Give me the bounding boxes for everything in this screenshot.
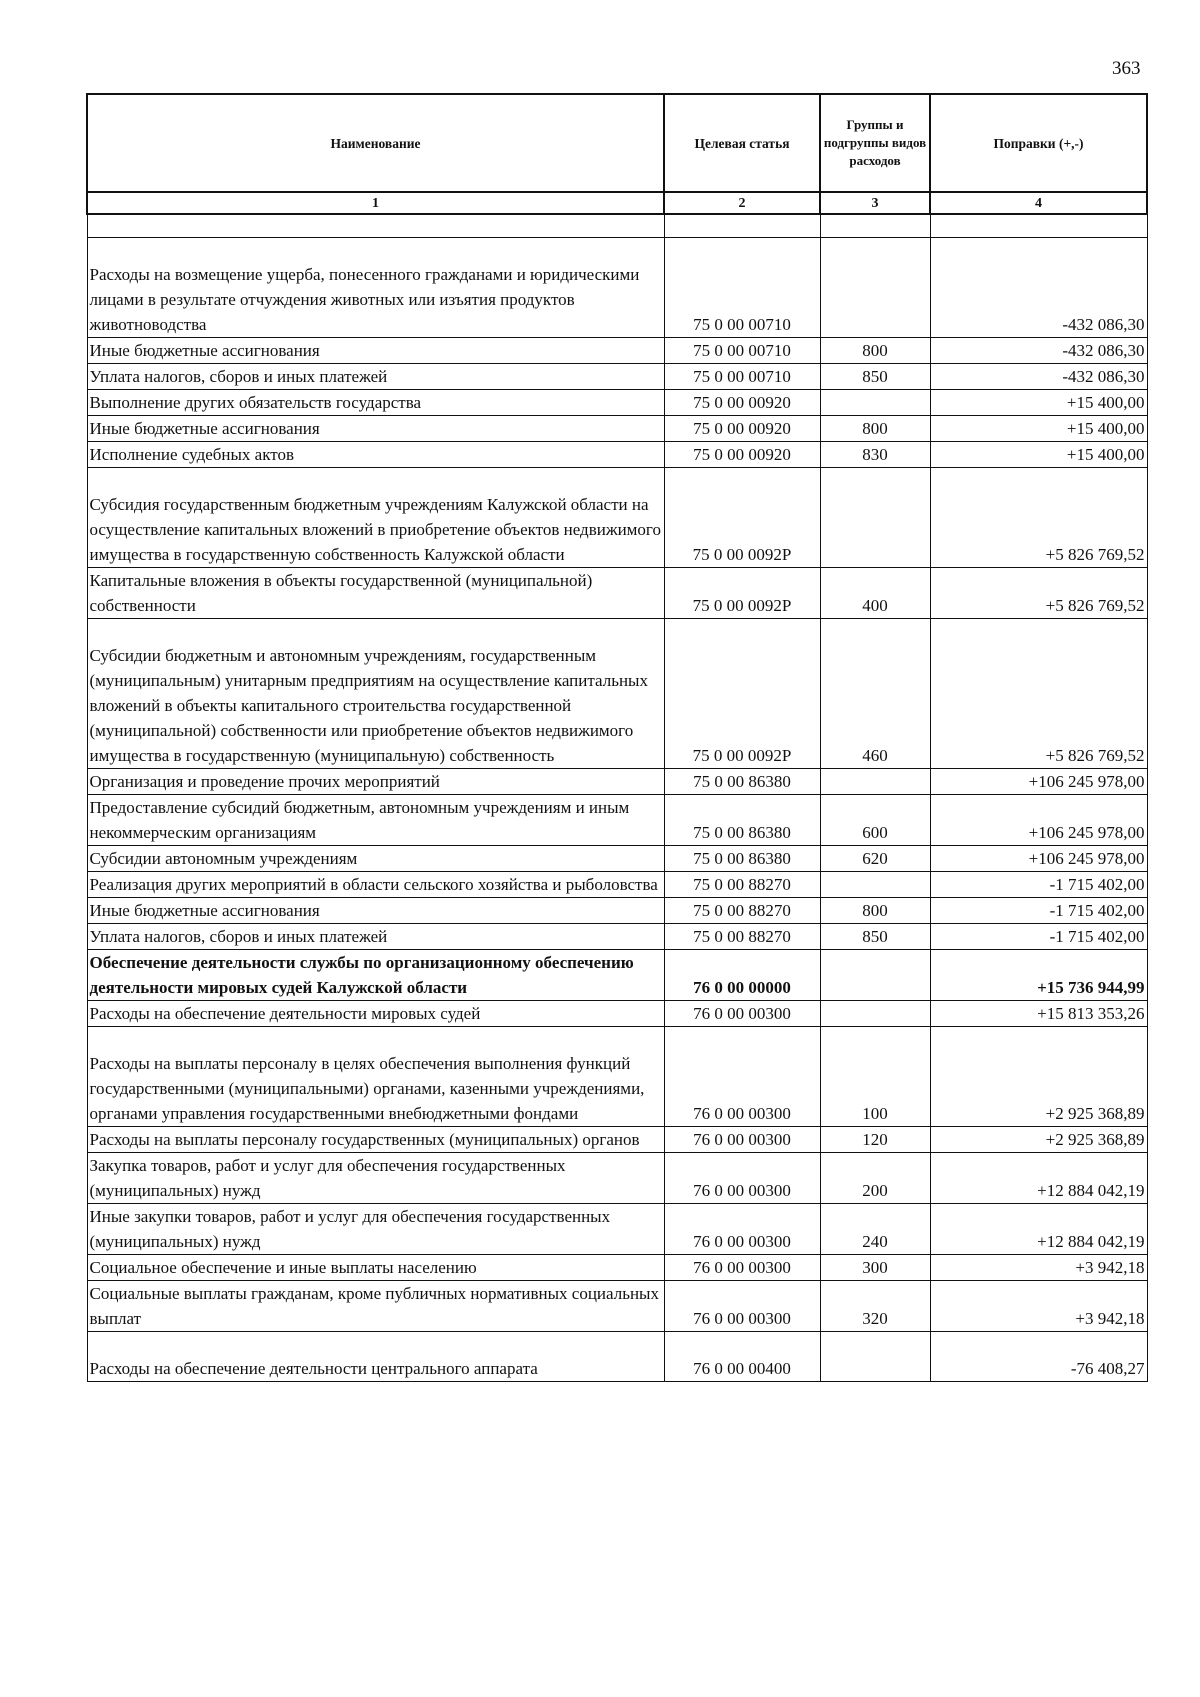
row-name: Иные закупки товаров, работ и услуг для обеспечения государственных (муниципальных) нужд xyxy=(87,1204,664,1255)
table-row xyxy=(87,1127,1147,1153)
row-group xyxy=(820,872,930,898)
row-name: Уплата налогов, сборов и иных платежей xyxy=(87,924,664,950)
row-code: 76 0 00 00300 xyxy=(664,1255,820,1281)
row-amount: -432 086,30 xyxy=(930,338,1147,364)
row-group: 300 xyxy=(820,1255,930,1281)
table-row xyxy=(87,619,1147,769)
header-row xyxy=(87,94,1147,192)
row-amount: +12 884 042,19 xyxy=(930,1204,1147,1255)
row-amount: -1 715 402,00 xyxy=(930,898,1147,924)
row-code: 76 0 00 00000 xyxy=(664,950,820,1001)
spacer-row xyxy=(87,214,1147,238)
row-group: 600 xyxy=(820,795,930,846)
column-number: 2 xyxy=(664,192,820,214)
row-group xyxy=(820,238,930,338)
row-code: 76 0 00 00300 xyxy=(664,1001,820,1027)
row-group: 620 xyxy=(820,846,930,872)
row-group: 850 xyxy=(820,364,930,390)
row-group: 460 xyxy=(820,619,930,769)
row-name: Организация и проведение прочих мероприятий xyxy=(87,769,664,795)
row-name: Субсидии автономным учреждениям xyxy=(87,846,664,872)
column-number: 4 xyxy=(930,192,1147,214)
row-code: 76 0 00 00300 xyxy=(664,1204,820,1255)
row-amount: -1 715 402,00 xyxy=(930,924,1147,950)
row-amount: +3 942,18 xyxy=(930,1281,1147,1332)
row-name: Расходы на выплаты персоналу государственных (муниципальных) органов xyxy=(87,1127,664,1153)
table-row xyxy=(87,1204,1147,1255)
row-group: 800 xyxy=(820,338,930,364)
row-code: 75 0 00 00710 xyxy=(664,238,820,338)
row-name: Капитальные вложения в объекты государственной (муниципальной) собственности xyxy=(87,568,664,619)
row-name: Исполнение судебных актов xyxy=(87,442,664,468)
table-row xyxy=(87,338,1147,364)
row-amount: +15 813 353,26 xyxy=(930,1001,1147,1027)
row-name: Расходы на обеспечение деятельности мировых судей xyxy=(87,1001,664,1027)
row-amount: +5 826 769,52 xyxy=(930,619,1147,769)
row-group xyxy=(820,769,930,795)
row-name: Иные бюджетные ассигнования xyxy=(87,416,664,442)
row-code: 75 0 00 00920 xyxy=(664,442,820,468)
row-code: 75 0 00 00920 xyxy=(664,390,820,416)
row-code: 75 0 00 88270 xyxy=(664,898,820,924)
row-code: 75 0 00 0092P xyxy=(664,619,820,769)
row-code: 75 0 00 86380 xyxy=(664,795,820,846)
row-group: 100 xyxy=(820,1027,930,1127)
table-row xyxy=(87,872,1147,898)
row-name: Субсидии бюджетным и автономным учреждениям, государственным (муниципальным) унитарным предприятиям на осуществление капитальных вложений в объекты капитального строительства государственной (муниципальной) собственности или приобретение объектов недвижимого имущества в государственную (муниципальную) собственность xyxy=(87,619,664,769)
row-group: 120 xyxy=(820,1127,930,1153)
row-amount: -432 086,30 xyxy=(930,238,1147,338)
row-group: 850 xyxy=(820,924,930,950)
row-code: 75 0 00 0092P xyxy=(664,568,820,619)
row-name: Субсидия государственным бюджетным учреждениям Калужской области на осуществление капитальных вложений в приобретение объектов недвижимого имущества в государственную собственность Калужской области xyxy=(87,468,664,568)
table-row xyxy=(87,1153,1147,1204)
column-number-row xyxy=(87,192,1147,214)
row-code: 76 0 00 00300 xyxy=(664,1127,820,1153)
row-code: 75 0 00 86380 xyxy=(664,769,820,795)
row-amount: +106 245 978,00 xyxy=(930,846,1147,872)
row-group xyxy=(820,468,930,568)
row-amount: +2 925 368,89 xyxy=(930,1127,1147,1153)
table-row xyxy=(87,390,1147,416)
row-code: 76 0 00 00400 xyxy=(664,1332,820,1382)
row-name: Иные бюджетные ассигнования xyxy=(87,338,664,364)
table-row xyxy=(87,442,1147,468)
table-row xyxy=(87,1001,1147,1027)
table-row xyxy=(87,468,1147,568)
table-row xyxy=(87,1332,1147,1382)
row-name: Реализация других мероприятий в области сельского хозяйства и рыболовства xyxy=(87,872,664,898)
row-amount: +3 942,18 xyxy=(930,1255,1147,1281)
row-amount: -1 715 402,00 xyxy=(930,872,1147,898)
row-code: 75 0 00 0092P xyxy=(664,468,820,568)
row-code: 75 0 00 00710 xyxy=(664,364,820,390)
row-name: Иные бюджетные ассигнования xyxy=(87,898,664,924)
row-group xyxy=(820,390,930,416)
row-name: Расходы на выплаты персоналу в целях обеспечения выполнения функций государственными (муниципальными) органами, казенными учреждениями, органами управления государственными внебюджетными фондами xyxy=(87,1027,664,1127)
row-name: Расходы на возмещение ущерба, понесенного гражданами и юридическими лицами в результате отчуждения животных или изъятия продуктов животноводства xyxy=(87,238,664,338)
row-amount: +15 736 944,99 xyxy=(930,950,1147,1001)
table-row xyxy=(87,1255,1147,1281)
page-number: 363 xyxy=(1112,58,1141,79)
table-row xyxy=(87,1027,1147,1127)
row-amount: +15 400,00 xyxy=(930,442,1147,468)
table-row xyxy=(87,568,1147,619)
row-group xyxy=(820,1332,930,1382)
table-row xyxy=(87,924,1147,950)
row-group xyxy=(820,1001,930,1027)
table-row xyxy=(87,364,1147,390)
table-row xyxy=(87,846,1147,872)
table-row xyxy=(87,769,1147,795)
table-row xyxy=(87,795,1147,846)
table-row xyxy=(87,416,1147,442)
header-name: Наименование xyxy=(87,94,664,192)
row-code: 75 0 00 00920 xyxy=(664,416,820,442)
column-number: 1 xyxy=(87,192,664,214)
row-name: Выполнение других обязательств государства xyxy=(87,390,664,416)
row-group xyxy=(820,950,930,1001)
row-code: 75 0 00 86380 xyxy=(664,846,820,872)
row-group: 400 xyxy=(820,568,930,619)
row-code: 75 0 00 88270 xyxy=(664,872,820,898)
row-amount: -432 086,30 xyxy=(930,364,1147,390)
table-row xyxy=(87,238,1147,338)
row-amount: +15 400,00 xyxy=(930,416,1147,442)
row-group: 240 xyxy=(820,1204,930,1255)
row-amount: +106 245 978,00 xyxy=(930,769,1147,795)
row-amount: +5 826 769,52 xyxy=(930,468,1147,568)
row-amount: +15 400,00 xyxy=(930,390,1147,416)
row-name: Закупка товаров, работ и услуг для обеспечения государственных (муниципальных) нужд xyxy=(87,1153,664,1204)
row-code: 76 0 00 00300 xyxy=(664,1281,820,1332)
row-code: 75 0 00 88270 xyxy=(664,924,820,950)
row-group: 320 xyxy=(820,1281,930,1332)
header-target-article: Целевая статья xyxy=(664,94,820,192)
header-amendments: Поправки (+,-) xyxy=(930,94,1147,192)
row-group: 800 xyxy=(820,898,930,924)
row-amount: +12 884 042,19 xyxy=(930,1153,1147,1204)
column-number: 3 xyxy=(820,192,930,214)
row-name: Предоставление субсидий бюджетным, автономным учреждениям и иным некоммерческим организациям xyxy=(87,795,664,846)
row-amount: +106 245 978,00 xyxy=(930,795,1147,846)
header-expense-groups: Группы и подгруппы видов расходов xyxy=(820,94,930,192)
table-body xyxy=(87,214,1147,1382)
row-amount: +5 826 769,52 xyxy=(930,568,1147,619)
row-amount: -76 408,27 xyxy=(930,1332,1147,1382)
row-code: 76 0 00 00300 xyxy=(664,1153,820,1204)
row-name: Обеспечение деятельности службы по организационному обеспечению деятельности мировых судей Калужской области xyxy=(87,950,664,1001)
row-name: Уплата налогов, сборов и иных платежей xyxy=(87,364,664,390)
table-row xyxy=(87,950,1147,1001)
row-name: Расходы на обеспечение деятельности центрального аппарата xyxy=(87,1332,664,1382)
budget-table xyxy=(86,93,1148,1382)
row-group: 830 xyxy=(820,442,930,468)
row-name: Социальные выплаты гражданам, кроме публичных нормативных социальных выплат xyxy=(87,1281,664,1332)
row-group: 200 xyxy=(820,1153,930,1204)
row-name: Социальное обеспечение и иные выплаты населению xyxy=(87,1255,664,1281)
row-group: 800 xyxy=(820,416,930,442)
row-amount: +2 925 368,89 xyxy=(930,1027,1147,1127)
row-code: 75 0 00 00710 xyxy=(664,338,820,364)
table-row xyxy=(87,898,1147,924)
table-row xyxy=(87,1281,1147,1332)
row-code: 76 0 00 00300 xyxy=(664,1027,820,1127)
